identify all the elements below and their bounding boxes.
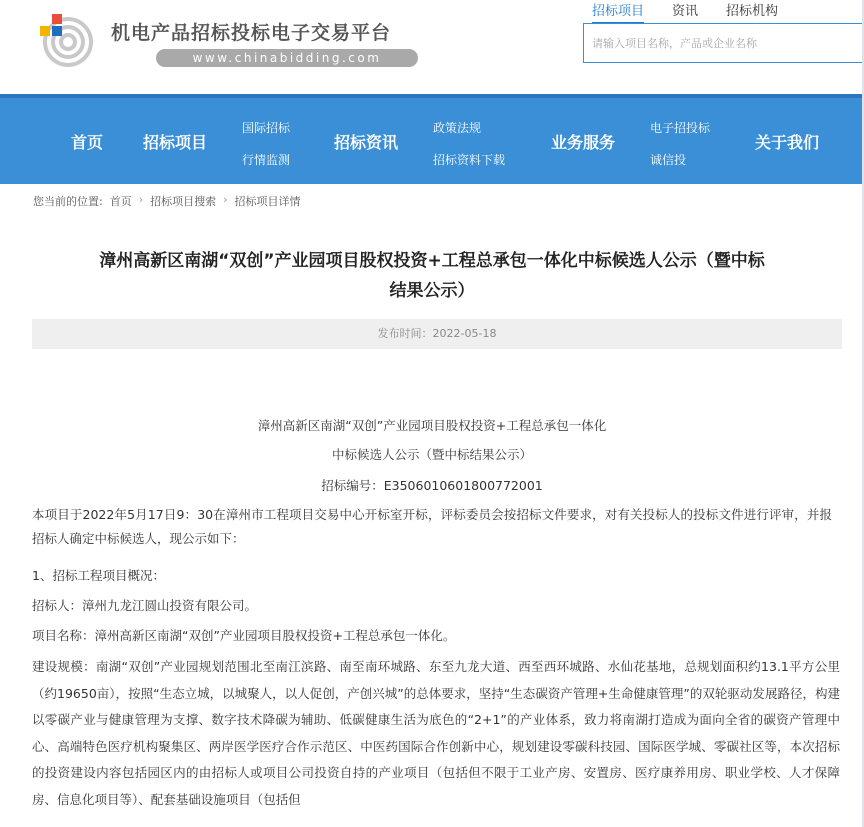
bid-number: 招标编号：E3506010601800772001 — [321, 478, 543, 493]
nav-policy[interactable]: 政策法规 — [433, 121, 482, 135]
scale-paragraph: 建设规模：南湖“双创”产业园规划范围北至南江滨路、南至南环城路、东至九龙大道、西至西环城路、水仙花基地，总规划面积约13.1平方公里（约19650亩），按照“生态立城，以城聚人，以人促创，产创兴城”的总体要求，坚持“生态碳资产管理+生命健康管理”的双轮驱动发展路径，构建以零碳产业与健康管理为支撑、数字技术降碳为辅助、低碳健康生活为底色的“2+1”的产业体系，致力将南湖打造成为面向全省的碳资产管理中心、高端特色医疗机构聚集区、两岸医学医疗合作示范区、中医药国际合作创新中心，规划建设零碳科技园、国际医学城、零碳社区等，本次招标的投资建设内容包括园区内的由招标人或项目公司投资自持的产业项目（包括但不限于工业产房、安置房、医疗康养用房、职业学校、人才保障房、信息化项目等）、配套基础设施项目（包括但 — [32, 659, 840, 807]
page-title-line1: 漳州高新区南湖“双创”产业园项目股权投资+工程总承包一体化中标候选人公示（暨中标 — [99, 251, 765, 271]
project-name-line: 项目名称：漳州高新区南湖“双创”产业园项目股权投资+工程总承包一体化。 — [32, 628, 456, 643]
page-title-line2: 结果公示） — [389, 281, 475, 301]
logo-icon[interactable] — [38, 12, 94, 68]
nav-credit[interactable]: 诚信投 — [650, 153, 687, 167]
top-link-projects[interactable]: 招标项目 — [592, 2, 644, 24]
chevron-right-icon: › — [138, 193, 144, 206]
section-1-heading: 1、招标工程项目概况： — [32, 568, 165, 583]
page-title — [20, 246, 844, 306]
nav-projects[interactable]: 招标项目 — [143, 133, 208, 152]
top-links — [592, 2, 778, 24]
main-nav — [0, 94, 864, 184]
top-link-news[interactable]: 资讯 — [672, 4, 699, 19]
notice-heading-1: 漳州高新区南湖“双创”产业园项目股权投资+工程总承包一体化 — [257, 418, 607, 433]
notice-heading-2: 中标候选人公示（暨中标结果公示） — [331, 447, 532, 462]
site-url: www.chinabidding.com — [156, 49, 418, 67]
intro-paragraph: 本项目于2022年5月17日9：30在漳州市工程项目交易中心开标室开标，评标委员会按招标文件要求，对有关投标人的投标文件进行评审，并报招标人确定中标候选人，现公示如下： — [32, 507, 832, 546]
top-link-agencies[interactable]: 招标机构 — [726, 4, 779, 19]
breadcrumb-home[interactable]: 首页 — [109, 195, 132, 208]
nav-market-monitor[interactable]: 行情监测 — [242, 153, 291, 167]
breadcrumb-detail: 招标项目详情 — [234, 195, 301, 208]
site-header — [0, 0, 864, 94]
nav-about[interactable]: 关于我们 — [755, 133, 820, 152]
nav-intl-bidding[interactable]: 国际招标 — [242, 121, 291, 135]
search-input[interactable] — [584, 24, 863, 62]
breadcrumb — [33, 193, 301, 209]
nav-business[interactable]: 业务服务 — [551, 133, 616, 152]
bidder-line: 招标人：漳州九龙江圆山投资有限公司。 — [32, 598, 258, 613]
publish-date: 发布时间：2022-05-18 — [32, 319, 842, 349]
breadcrumb-search[interactable]: 招标项目搜索 — [150, 195, 217, 208]
nav-e-bidding[interactable]: 电子招投标 — [650, 121, 711, 135]
nav-news[interactable]: 招标资讯 — [334, 133, 399, 152]
breadcrumb-prefix: 您当前的位置: — [33, 195, 103, 208]
chevron-right-icon: › — [223, 193, 228, 206]
nav-home[interactable]: 首页 — [71, 133, 104, 152]
search-box — [583, 23, 864, 63]
site-name[interactable]: 机电产品招标投标电子交易平台 — [111, 22, 392, 44]
nav-downloads[interactable]: 招标资料下载 — [433, 153, 506, 167]
